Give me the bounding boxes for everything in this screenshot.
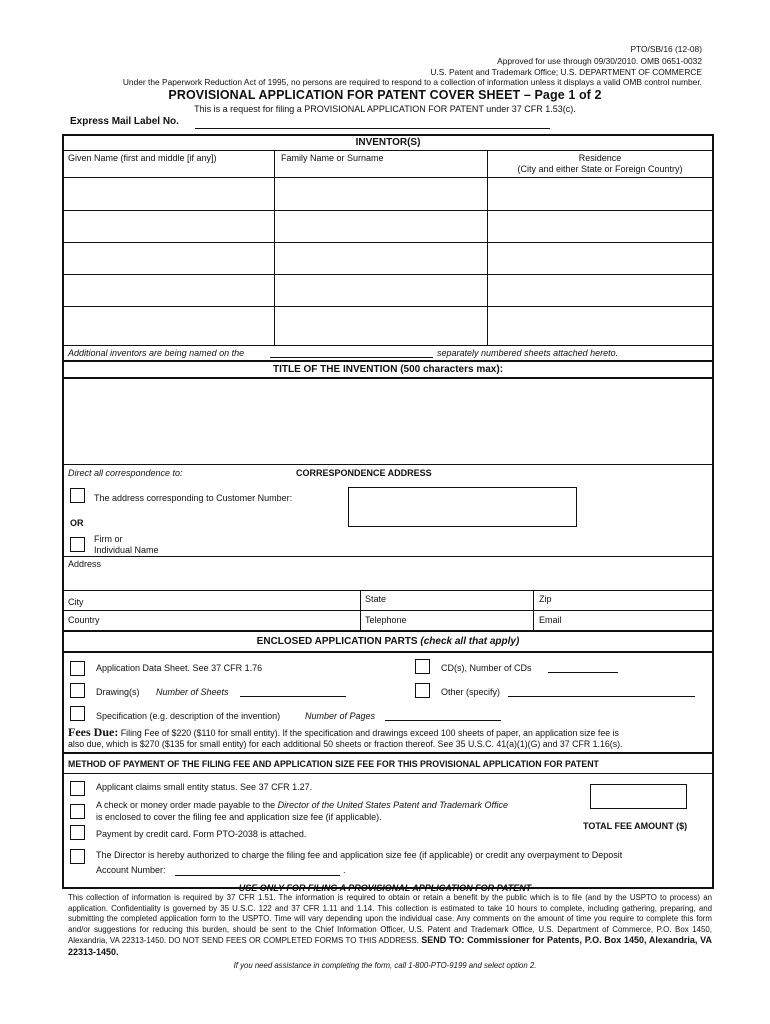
assistance-note: If you need assistance in completing the form, call 1-800-PTO-9199 and select option 2. bbox=[233, 961, 537, 970]
account-number-field[interactable] bbox=[175, 866, 340, 876]
address-label: Address bbox=[68, 559, 102, 569]
firm-checkbox[interactable] bbox=[70, 537, 85, 552]
form-id: PTO/SB/16 (12-08) bbox=[630, 44, 702, 54]
fees-due-label: Fees Due: bbox=[68, 725, 119, 739]
divider bbox=[62, 242, 714, 243]
director-authorization-label: The Director is hereby authorized to charge the filing fee and application size fee (if applicable) or credit any overpayment to Deposit bbox=[96, 850, 623, 860]
payment-heading: METHOD OF PAYMENT OF THE FILING FEE AND APPLICATION SIZE FEE FOR THIS PROVISIONAL APPLICATION FOR PATENT bbox=[68, 759, 599, 769]
col-residence-detail: (City and either State or Foreign Country) bbox=[517, 164, 683, 174]
drawings-checkbox[interactable] bbox=[70, 683, 85, 698]
additional-sheets-field[interactable] bbox=[270, 347, 433, 358]
fees-due-text: Filing Fee of $220 ($110 for small entity). If the specification and drawings exceed 100 sheets of paper, an application size fee is bbox=[120, 728, 619, 738]
account-number-label: Account Number: bbox=[96, 865, 166, 875]
firm-label-2: Individual Name bbox=[94, 545, 159, 555]
invention-title-field[interactable] bbox=[64, 380, 712, 462]
total-fee-field[interactable] bbox=[590, 784, 687, 809]
divider bbox=[62, 630, 714, 632]
enclosed-heading-text: ENCLOSED APPLICATION PARTS bbox=[256, 636, 418, 647]
fees-due-line-2: also due, which is $270 ($135 for small entity) for each additional 50 sheets or fraction thereof. See 35 U.S.C. 41(a)(1)(G) and 37 CFR 1.16(s). bbox=[68, 739, 623, 749]
country-label: Country bbox=[68, 615, 100, 625]
other-checkbox[interactable] bbox=[415, 683, 430, 698]
num-pages-label: Number of Pages bbox=[305, 711, 376, 721]
send-to-text: SEND TO: Commissioner for Patents, P.O. Box 1450, Alexandria, VA 22313-1450. bbox=[68, 935, 712, 957]
city-label: City bbox=[68, 597, 84, 607]
check-label-line-2: is enclosed to cover the filing fee and application size fee (if applicable). bbox=[96, 812, 382, 822]
cds-checkbox[interactable] bbox=[415, 659, 430, 674]
inventor-1-given[interactable] bbox=[62, 178, 274, 209]
divider bbox=[62, 274, 714, 275]
total-fee-label: TOTAL FEE AMOUNT ($) bbox=[583, 821, 688, 831]
or-label: OR bbox=[70, 518, 84, 528]
num-pages-field[interactable] bbox=[385, 710, 501, 721]
express-mail-label: Express Mail Label No. bbox=[70, 116, 179, 127]
office-note: U.S. Patent and Trademark Office; U.S. DEPARTMENT OF COMMERCE bbox=[430, 67, 702, 77]
title-heading: TITLE OF THE INVENTION (500 characters max): bbox=[272, 364, 504, 375]
form-title: PROVISIONAL APPLICATION FOR PATENT COVER SHEET – Page 1 of 2 bbox=[168, 88, 602, 102]
other-label: Other (specify) bbox=[441, 687, 501, 697]
inventor-1-family[interactable] bbox=[275, 178, 487, 209]
divider bbox=[62, 210, 714, 211]
deposit-account-checkbox[interactable] bbox=[70, 849, 85, 864]
credit-card-checkbox[interactable] bbox=[70, 825, 85, 840]
customer-number-label: The address corresponding to Customer Number: bbox=[94, 493, 293, 503]
express-mail-field[interactable] bbox=[195, 116, 550, 129]
divider bbox=[62, 590, 714, 591]
burden-text: This collection of information is required by 37 CFR 1.51. The information is required to obtain or retain a benefit by the public which is to file (and by the USPTO to process) an application. Confidentiality is governed by 35 U.S.C. 122 and 37 CFR 1.11 and 1.14. This collection is estimated to take 10 hours to complete, including gathering, preparing, and submitting the completed application form to the USPTO. Time will vary depending upon the individual case. Any comments on the amount of time you require to complete this form and/or suggestions for reducing this burden, should be sent to the Chief Information Officer, U.S. Patent and Trademark Office, U.S. Department of Commerce, P.O. Box 1450, Alexandria, VA 22313-1450. DO NOT SEND FEES OR COMPLETED FORMS TO THIS ADDRESS. bbox=[68, 893, 712, 946]
num-sheets-field[interactable] bbox=[240, 686, 346, 697]
divider bbox=[62, 377, 714, 379]
customer-number-checkbox[interactable] bbox=[70, 488, 85, 503]
firm-label-1: Firm or bbox=[94, 534, 123, 544]
num-sheets-label: Number of Sheets bbox=[156, 687, 229, 697]
other-specify-field[interactable] bbox=[508, 686, 695, 697]
divider bbox=[62, 651, 714, 653]
inventors-heading: INVENTOR(S) bbox=[355, 137, 421, 148]
correspondence-heading: CORRESPONDENCE ADDRESS bbox=[296, 468, 432, 478]
address-field[interactable] bbox=[120, 557, 710, 589]
divider bbox=[62, 773, 714, 774]
customer-number-field[interactable] bbox=[348, 487, 577, 527]
check-money-order-checkbox[interactable] bbox=[70, 804, 85, 819]
additional-inventors-suffix: separately numbered sheets attached hereto. bbox=[437, 348, 619, 358]
zip-label: Zip bbox=[539, 594, 552, 604]
divider bbox=[62, 345, 714, 346]
cds-label: CD(s), Number of CDs bbox=[441, 663, 532, 673]
direct-correspondence: Direct all correspondence to: bbox=[68, 468, 183, 478]
check-label-text: A check or money order made payable to the bbox=[96, 800, 276, 810]
col-family-name: Family Name or Surname bbox=[281, 153, 384, 163]
email-label: Email bbox=[539, 615, 562, 625]
small-entity-label: Applicant claims small entity status. See 37 CFR 1.27. bbox=[96, 782, 313, 792]
state-label: State bbox=[365, 594, 387, 604]
check-label-line-1 bbox=[96, 800, 508, 810]
divider bbox=[62, 360, 714, 362]
col-given-name: Given Name (first and middle [if any]) bbox=[68, 153, 217, 163]
enclosed-heading bbox=[62, 636, 714, 647]
use-only-note: USE ONLY FOR FILING A PROVISIONAL APPLICATION FOR PATENT bbox=[238, 883, 532, 893]
drawings-label: Drawing(s) bbox=[96, 687, 140, 697]
col-residence: Residence bbox=[578, 153, 622, 163]
burden-statement bbox=[68, 893, 712, 959]
form-subtitle: This is a request for filing a PROVISIONAL APPLICATION FOR PATENT under 37 CFR 1.53(c). bbox=[194, 104, 576, 114]
account-number-period: . bbox=[343, 865, 346, 875]
cds-count-field[interactable] bbox=[548, 662, 618, 673]
divider bbox=[62, 306, 714, 307]
divider bbox=[62, 150, 714, 151]
ads-label: Application Data Sheet. See 37 CFR 1.76 bbox=[96, 663, 263, 673]
credit-card-label: Payment by credit card. Form PTO-2038 is attached. bbox=[96, 829, 307, 839]
enclosed-heading-note: (check all that apply) bbox=[420, 636, 520, 647]
divider bbox=[62, 464, 714, 465]
paperwork-note: Under the Paperwork Reduction Act of 1995, no persons are required to respond to a collection of information unless it displays a valid OMB control number. bbox=[122, 77, 702, 87]
check-label-payee: Director of the United States Patent and Trademark Office bbox=[277, 800, 509, 810]
inventor-1-residence[interactable] bbox=[488, 178, 713, 209]
telephone-label: Telephone bbox=[365, 615, 407, 625]
fees-due-line-1 bbox=[68, 725, 619, 740]
small-entity-checkbox[interactable] bbox=[70, 781, 85, 796]
divider bbox=[62, 752, 714, 754]
specification-label: Specification (e.g. description of the invention) bbox=[96, 711, 281, 721]
specification-checkbox[interactable] bbox=[70, 706, 85, 721]
ads-checkbox[interactable] bbox=[70, 661, 85, 676]
divider bbox=[62, 610, 714, 611]
approval-note: Approved for use through 09/30/2010. OMB 0651-0032 bbox=[497, 56, 702, 66]
additional-inventors-prefix: Additional inventors are being named on the bbox=[68, 348, 245, 358]
